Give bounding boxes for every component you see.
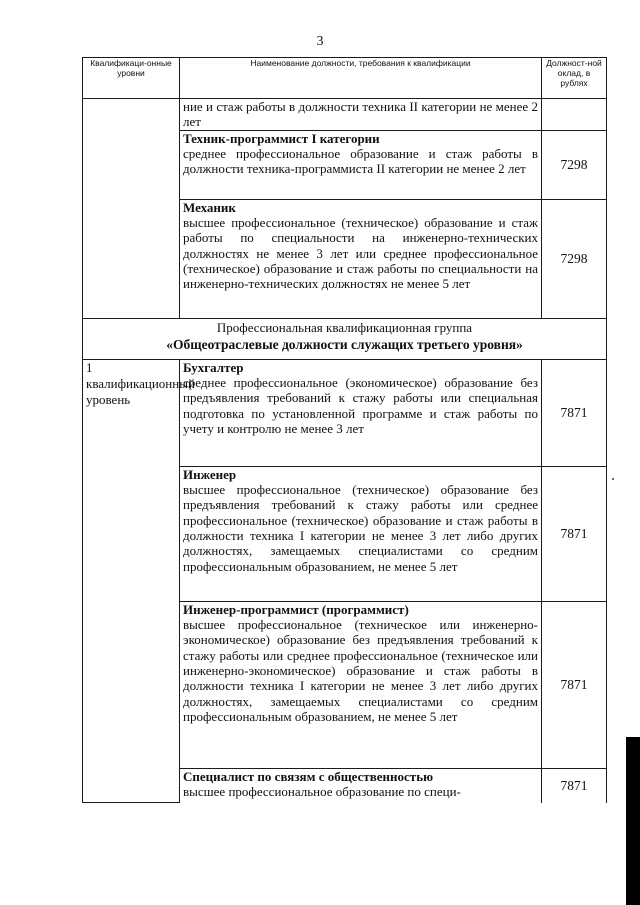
position-cell [180,130,542,199]
position-requirements: среднее профессиональное (экономическое) образование без предъявления требований к стажу работы или специальная подготовка по установленной программе и стаж работы по учету и контролю не менее 3 лет [183,375,538,436]
salary-cell: 7871 [542,359,607,466]
salary-cell [542,99,607,131]
position-cell [180,466,542,601]
position-requirements: среднее профессиональное образование и стаж работы в должности техника-программиста II категории не менее 2 лет [183,146,538,177]
position-title: Инженер [183,466,237,482]
table-row [83,99,607,131]
position-requirements: высшее профессиональное (техническое) образование и стаж работы по специальности на инженерно-технических должностях не менее 3 лет или среднее профессиональное (техническое) образование и стаж работы по специальности на инженерно-технических должностях не менее 5 лет [183,215,538,292]
salary-cell: 7871 [542,466,607,601]
position-requirements: высшее профессиональное (техническое) образование без предъявления требований к стажу работы или среднее профессиональное (техническое) образование и стаж работы в должности техника I категории не менее 3 лет либо других должностях, замещаемых специалистами со средним профессиональным образованием, не менее 5 лет [183,482,538,574]
scan-speck [612,478,614,480]
qualification-table [82,57,607,803]
salary-cell: 7871 [542,768,607,803]
salary-cell: 7298 [542,199,607,318]
table-row [83,359,607,466]
header-level: Квалификаци-онные уровни [83,58,180,99]
page-number: 3 [316,34,324,49]
table-header-row [83,58,607,99]
position-cell [180,601,542,768]
position-requirements: высшее профессиональное образование по специ- [183,784,461,800]
position-cell [180,99,542,131]
group-label: Профессиональная квалификационная группа [216,319,473,335]
group-name: «Общеотраслевые должности служащих третьего уровня» [166,336,523,352]
position-title: Специалист по связям с общественностью [183,768,434,784]
scan-edge-bar [626,737,640,905]
position-requirements: высшее профессиональное (техническое или инженерно-экономическое) образование без предъявления требований к стажу работы или среднее профессиональное (техническое или инженерно-экономическое) образование и стаж работы в должности техника I категории не менее 3 лет либо других должностях, замещаемых специалистами со средним профессиональным образованием, не менее 5 лет [183,617,538,724]
level-cell: 1 квалификационный уровень [83,359,180,803]
position-title: Бухгалтер [183,359,244,375]
group-row [83,318,607,359]
salary-cell: 7298 [542,130,607,199]
position-title: Инженер-программист (программист) [183,601,409,617]
position-cell [180,359,542,466]
position-title: Техник-программист I категории [183,130,380,146]
header-salary: Должност-ной оклад, в рублях [542,58,607,99]
position-title: Механик [183,199,236,215]
header-position: Наименование должности, требования к квалификации [180,58,542,99]
salary-cell: 7871 [542,601,607,768]
position-cell [180,768,542,803]
position-cell [180,199,542,318]
level-cell-empty [83,99,180,319]
position-requirements: ние и стаж работы в должности техника II категории не менее 2 лет [183,99,538,130]
group-heading-cell [83,318,607,359]
